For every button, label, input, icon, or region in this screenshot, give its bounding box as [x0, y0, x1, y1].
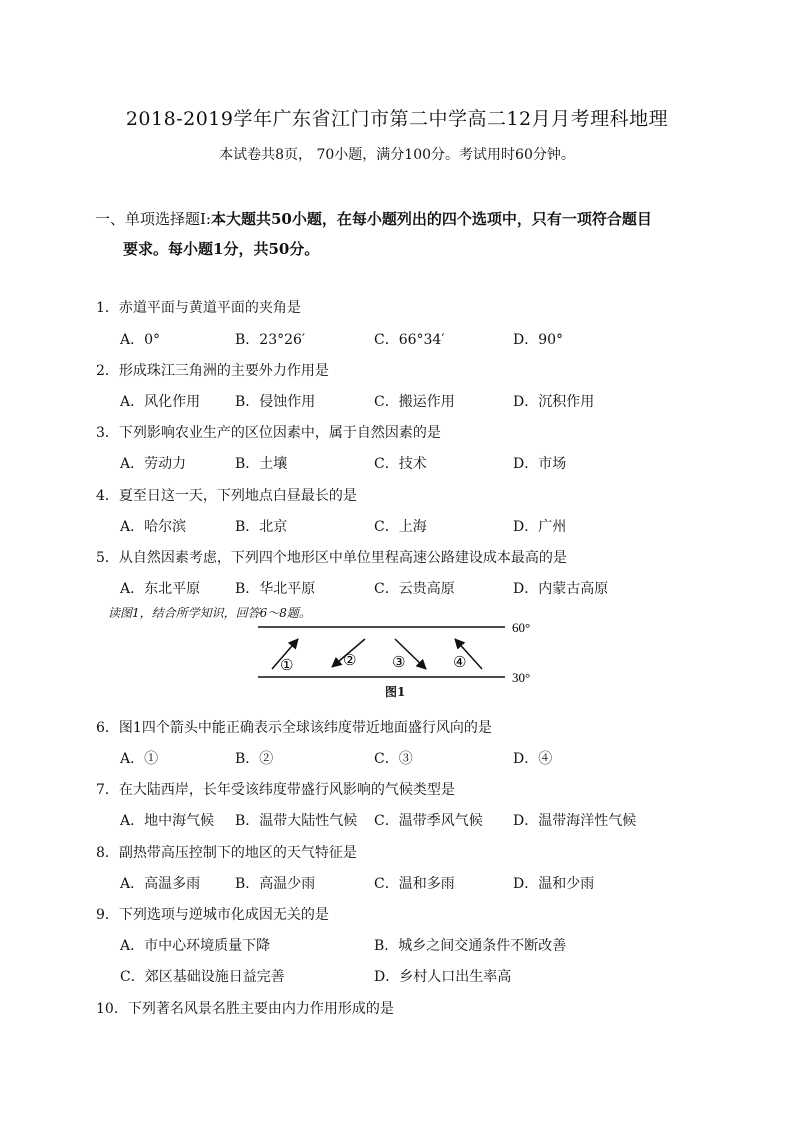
- option-c: C．③: [374, 751, 413, 767]
- label-2: ②: [343, 651, 357, 669]
- question-stem: 2．形成珠江三角洲的主要外力作用是: [96, 363, 329, 379]
- option-a: A．风化作用: [120, 394, 201, 410]
- question-stem: 4．夏至日这一天，下列地点白昼最长的是: [96, 488, 357, 504]
- question-stem: 5．从自然因素考虑，下列四个地形区中单位里程高速公路建设成本最高的是: [96, 550, 567, 566]
- option-b: B．华北平原: [235, 581, 316, 597]
- figure-caption: 图1: [385, 685, 406, 699]
- option-b: B．温带大陆性气候: [235, 813, 358, 829]
- option-d: D．温带海洋性气候: [513, 813, 637, 829]
- option-d: D．沉积作用: [513, 394, 595, 410]
- question-options: [120, 966, 680, 986]
- option-b: B．土壤: [235, 456, 288, 472]
- option-d: D．乡村人口出生率高: [374, 969, 512, 985]
- question-options: [120, 873, 680, 893]
- question-stem: 9．下列选项与逆城市化成因无关的是: [96, 907, 329, 923]
- question-options: [120, 329, 680, 349]
- option-d: D．90°: [513, 332, 564, 348]
- option-a: A．高温多雨: [120, 876, 201, 892]
- option-a: A．①: [120, 751, 159, 767]
- option-b: B．城乡之间交通条件不断改善: [374, 938, 567, 954]
- option-c: C．郊区基础设施日益完善: [120, 969, 285, 985]
- question-stem: 7．在大陆西岸，长年受该纬度带盛行风影响的气候类型是: [96, 782, 455, 798]
- option-c: C．搬运作用: [374, 394, 455, 410]
- question-options: [120, 810, 680, 830]
- option-c: C．温和多雨: [374, 876, 455, 892]
- label-1: ①: [280, 656, 294, 674]
- option-a: A．劳动力: [120, 456, 187, 472]
- option-a: A．市中心环境质量下降: [120, 938, 271, 954]
- latitude-30-label: 30°: [512, 670, 531, 685]
- label-4: ④: [453, 653, 467, 671]
- question-stem: 1．赤道平面与黄道平面的夹角是: [96, 300, 301, 316]
- option-c: C．温带季风气候: [374, 813, 483, 829]
- option-d: D．内蒙古高原: [513, 581, 609, 597]
- option-c: C．云贵高原: [374, 581, 455, 597]
- option-b: B．侵蚀作用: [235, 394, 316, 410]
- question-stem: 8．副热带高压控制下的地区的天气特征是: [96, 845, 357, 861]
- section-heading: [95, 204, 715, 264]
- option-d: D．④: [513, 751, 553, 767]
- option-b: B．高温少雨: [235, 876, 316, 892]
- exam-title: 2018-2019学年广东省江门市第二中学高二12月月考理科地理: [125, 108, 669, 130]
- option-a: A．0°: [120, 332, 161, 348]
- latitude-60-label: 60°: [512, 620, 531, 635]
- question-options: [120, 935, 680, 955]
- section-heading-line2: 要求。每小题1分，共50分。: [123, 240, 320, 258]
- read-note: 读图1，结合所学知识，回答6～8题。: [108, 606, 311, 620]
- question-stem: 3．下列影响农业生产的区位因素中，属于自然因素的是: [96, 425, 441, 441]
- option-d: D．温和少雨: [513, 876, 595, 892]
- question-options: [120, 748, 680, 768]
- question-options: [120, 516, 680, 536]
- option-c: C．技术: [374, 456, 427, 472]
- option-b: B．北京: [235, 519, 288, 535]
- section-heading-prefix: 一、单项选择题Ⅰ:: [95, 210, 211, 228]
- question-options: [120, 578, 680, 598]
- option-c: C．66°34′: [374, 332, 445, 348]
- option-d: D．市场: [513, 456, 567, 472]
- option-a: A．东北平原: [120, 581, 201, 597]
- option-b: B．②: [235, 751, 274, 767]
- option-a: A．地中海气候: [120, 813, 215, 829]
- option-a: A．哈尔滨: [120, 519, 187, 535]
- option-d: D．广州: [513, 519, 567, 535]
- label-3: ③: [392, 653, 406, 671]
- question-stem: 10．下列著名风景名胜主要由内力作用形成的是: [96, 1001, 394, 1017]
- question-options: [120, 453, 680, 473]
- option-b: B．23°26′: [235, 332, 306, 348]
- section-heading-bold: 本大题共50小题，在每小题列出的四个选项中，只有一项符合题目: [210, 210, 652, 228]
- option-c: C．上海: [374, 519, 427, 535]
- question-stem: 6．图1四个箭头中能正确表示全球该纬度带近地面盛行风向的是: [96, 720, 492, 736]
- question-options: [120, 391, 680, 411]
- exam-subtitle: 本试卷共8页， 70小题，满分100分。考试用时60分钟。: [219, 147, 575, 163]
